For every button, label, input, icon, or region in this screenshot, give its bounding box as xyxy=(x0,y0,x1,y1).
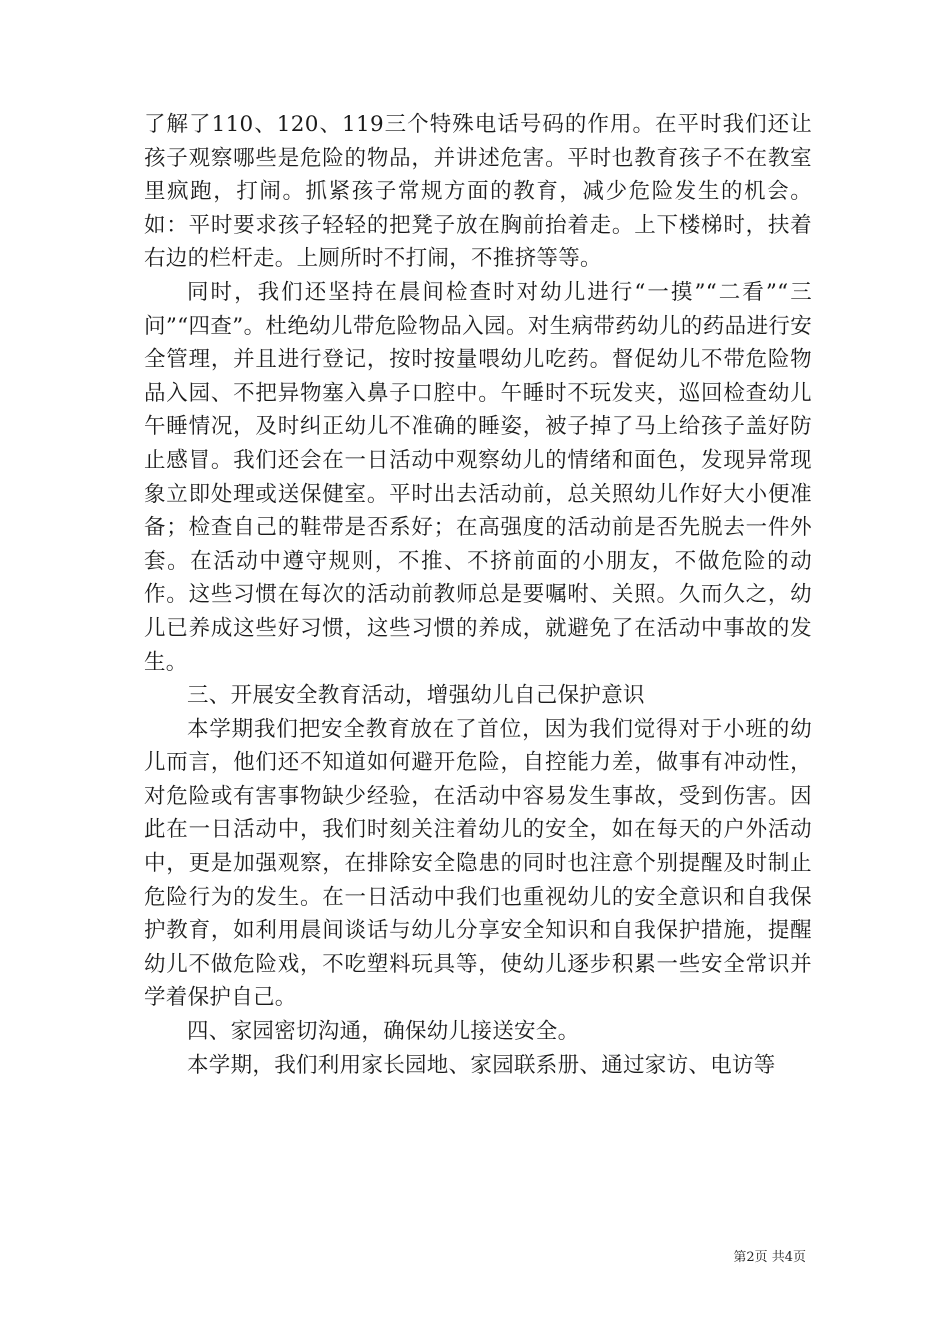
paragraph-safety-education: 本学期我们把安全教育放在了首位，因为我们觉得对于小班的幼儿而言，他们还不知道如何避开危险，自控能力差，做事有冲动性，对危险或有害事物缺少经验，在活动中容易发生事故，受到伤害。因此在一日活动中，我们时刻关注着幼儿的安全，如在每天的户外活动中，更是加强观察，在排除安全隐患的同时也注意个别提醒及时制止危险行为的发生。在一日活动中我们也重视幼儿的安全意识和自我保护教育，如利用晨间谈话与幼儿分享安全知识和自我保护措施，提醒幼儿不做危险戏，不吃塑料玩具等，使幼儿逐步积累一些安全常识并学着保护自己。 xyxy=(144,716,812,1011)
section-heading-home-school: 四、家园密切沟通，确保幼儿接送安全。 xyxy=(187,1019,580,1045)
paragraph-home-school: 本学期，我们利用家长园地、家园联系册、通过家访、电访等 xyxy=(187,1052,776,1078)
paragraph-morning-check: 同时，我们还坚持在晨间检查时对幼儿进行“一摸”“二看”“三问”“四查”。杜绝幼儿带危险物品入园。对生病带药幼儿的药品进行安全管理，并且进行登记，按时按量喂幼儿吃药。督促幼儿不带危险物品入园、不把异物塞入鼻子口腔中。午睡时不玩发夹，巡回检查幼儿午睡情况，及时纠正幼儿不准确的睡姿，被子掉了马上给孩子盖好防止感冒。我们还会在一日活动中观察幼儿的情绪和面色，发现异常现象立即处理或送保健室。平时出去活动前，总关照幼儿作好大小便准备；检查自己的鞋带是否系好；在高强度的活动前是否先脱去一件外套。在活动中遵守规则，不推、不挤前面的小朋友，不做危险的动作。这些习惯在每次的活动前教师总是要嘱咐、关照。久而久之，幼儿已养成这些好习惯，这些习惯的养成，就避免了在活动中事故的发生。 xyxy=(144,279,812,675)
page-number: 第2页 共4页 xyxy=(733,1250,806,1265)
section-heading-safety-education: 三、开展安全教育活动，增强幼儿自己保护意识 xyxy=(187,683,645,709)
document-body xyxy=(144,108,812,1082)
paragraph-emergency-numbers: 了解了110、120、119三个特殊电话号码的作用。在平时我们还让孩子观察哪些是危险的物品，并讲述危害。平时也教育孩子不在教室里疯跑，打闹。抓紧孩子常规方面的教育，减少危险发生的机会。如：平时要求孩子轻轻的把凳子放在胸前抬着走。上下楼梯时，扶着右边的栏杆走。上厕所时不打闹，不推挤等等。 xyxy=(144,112,812,272)
